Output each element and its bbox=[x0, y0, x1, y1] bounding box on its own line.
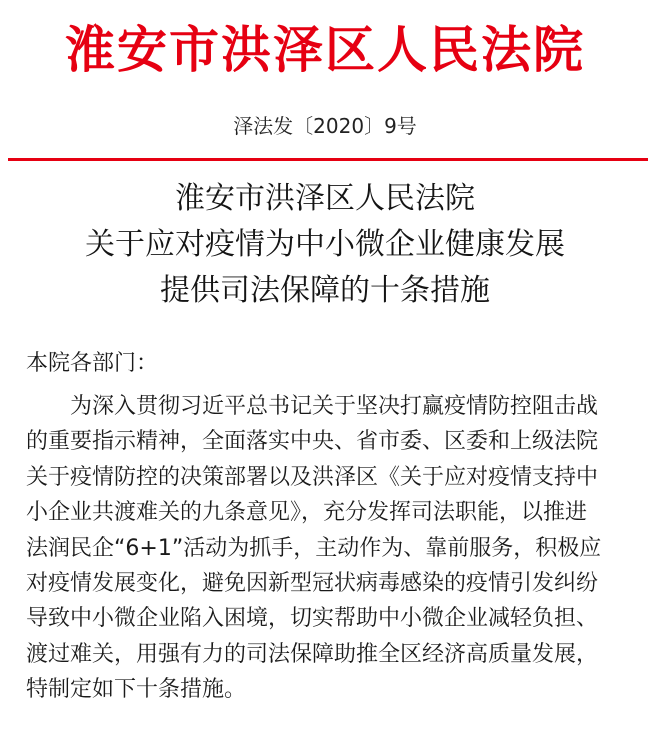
title-line-2: 关于应对疫情为中小微企业健康发展 bbox=[85, 227, 565, 262]
title-line-3: 提供司法保障的十条措施 bbox=[160, 273, 490, 308]
document-number: 泽法发〔2020〕9号 bbox=[233, 114, 417, 138]
document-title bbox=[0, 176, 650, 314]
body-line-2: 的重要指示精神，全面落实中央、省市委、区委和上级法院 bbox=[26, 429, 599, 455]
issuing-authority-header: 淮安市洪泽区人民法院 bbox=[65, 20, 585, 79]
title-line-1: 淮安市洪泽区人民法院 bbox=[175, 181, 475, 216]
addressee: 本院各部门： bbox=[26, 351, 159, 376]
body-line-5: 法润民企“6+1”活动为抓手，主动作为、靠前服务，积极应 bbox=[26, 535, 602, 561]
body-line-7: 导致中小微企业陷入困境，切实帮助中小微企业减轻负担、 bbox=[26, 606, 599, 632]
body-line-6: 对疫情发展变化，避免因新型冠状病毒感染的疫情引发纠纷 bbox=[26, 570, 599, 596]
red-divider-line bbox=[8, 158, 648, 161]
body-line-1: 为深入贯彻习近平总书记关于坚决打赢疫情防控阻击战 bbox=[70, 394, 599, 419]
body-text bbox=[26, 389, 646, 708]
body-line-4: 小企业共渡难关的九条意见》，充分发挥司法职能，以推进 bbox=[26, 500, 588, 526]
body-line-3: 关于疫情防控的决策部署以及洪泽区《关于应对疫情支持中 bbox=[26, 464, 599, 490]
body-line-9: 特制定如下十条措施。 bbox=[26, 677, 247, 703]
body-line-8: 渡过难关，用强有力的司法保障助推全区经济高质量发展， bbox=[26, 641, 599, 667]
